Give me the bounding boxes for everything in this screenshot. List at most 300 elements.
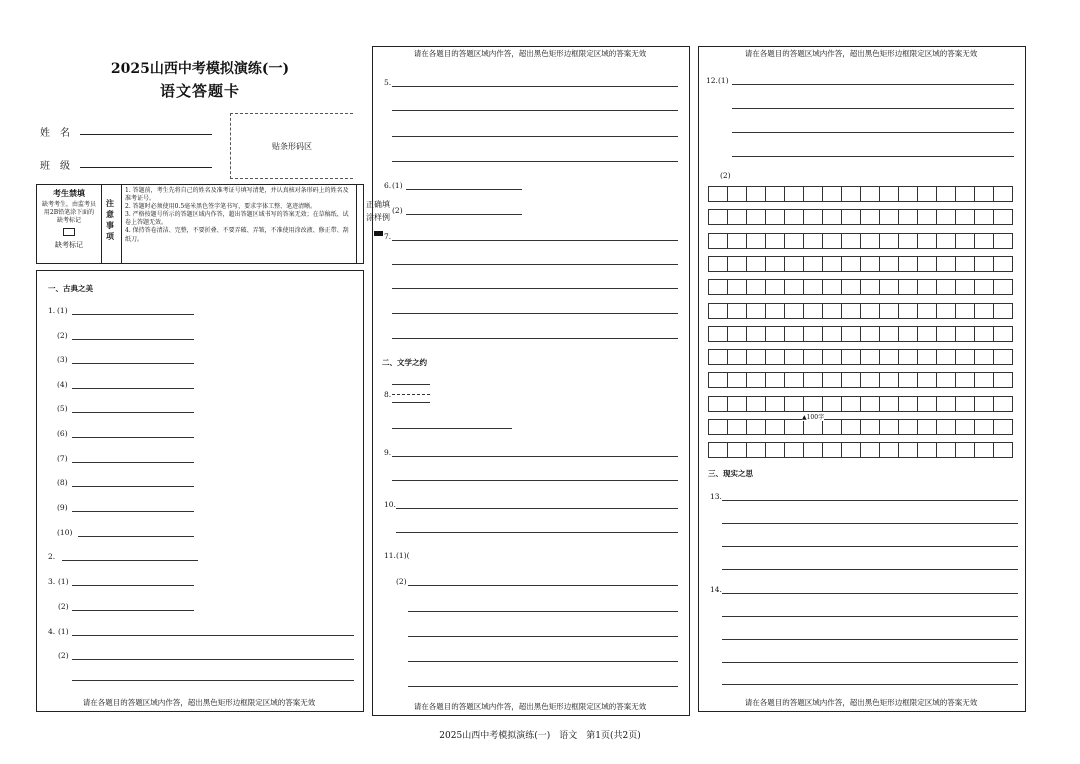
answer-line[interactable] bbox=[408, 661, 678, 662]
grid-cell[interactable] bbox=[936, 419, 956, 435]
grid-cell[interactable] bbox=[746, 419, 766, 435]
grid-cell[interactable] bbox=[803, 209, 823, 225]
grid-cell[interactable] bbox=[974, 326, 994, 342]
grid-cell[interactable] bbox=[708, 233, 728, 249]
grid-cell[interactable] bbox=[898, 372, 918, 388]
answer-line[interactable] bbox=[722, 616, 1018, 617]
grid-cell[interactable] bbox=[936, 303, 956, 319]
grid-cell[interactable] bbox=[860, 419, 880, 435]
grid-cell[interactable] bbox=[841, 396, 861, 412]
answer-line[interactable] bbox=[396, 508, 678, 509]
section-classical: 一、古典之美 bbox=[48, 284, 93, 293]
grid-cell[interactable] bbox=[765, 279, 785, 295]
grid-cell[interactable] bbox=[746, 396, 766, 412]
grid-cell[interactable] bbox=[993, 372, 1013, 388]
grid-cell[interactable] bbox=[784, 279, 804, 295]
grid-cell[interactable] bbox=[746, 349, 766, 365]
answer-line[interactable] bbox=[392, 288, 678, 289]
grid-row bbox=[708, 186, 1012, 202]
grid-cell[interactable] bbox=[822, 372, 842, 388]
answer-line[interactable] bbox=[722, 569, 1018, 570]
grid-cell[interactable] bbox=[708, 372, 728, 388]
q1-sub-9: (9) bbox=[57, 503, 68, 512]
grid-cell[interactable] bbox=[860, 186, 880, 202]
grid-cell[interactable] bbox=[746, 256, 766, 272]
grid-cell[interactable] bbox=[784, 396, 804, 412]
grid-cell[interactable] bbox=[898, 256, 918, 272]
grid-cell[interactable] bbox=[917, 442, 937, 458]
answer-line[interactable] bbox=[392, 428, 512, 429]
grid-cell[interactable] bbox=[708, 186, 728, 202]
grid-cell[interactable] bbox=[841, 303, 861, 319]
answer-line[interactable] bbox=[392, 240, 678, 241]
answer-line[interactable] bbox=[392, 313, 678, 314]
answer-line[interactable] bbox=[62, 560, 198, 561]
section-reality: 三、现实之思 bbox=[708, 469, 753, 478]
grid-cell[interactable] bbox=[727, 209, 747, 225]
grid-cell[interactable] bbox=[993, 419, 1013, 435]
grid-cell[interactable] bbox=[955, 233, 975, 249]
grid-cell[interactable] bbox=[841, 256, 861, 272]
grid-cell[interactable] bbox=[765, 186, 785, 202]
grid-cell[interactable] bbox=[917, 279, 937, 295]
grid-cell[interactable] bbox=[746, 442, 766, 458]
grid-cell[interactable] bbox=[955, 372, 975, 388]
answer-line[interactable] bbox=[732, 132, 1014, 133]
answer-line[interactable] bbox=[396, 532, 678, 533]
answer-line[interactable] bbox=[408, 611, 678, 612]
grid-row bbox=[708, 279, 1012, 295]
grid-cell[interactable] bbox=[974, 186, 994, 202]
grid-cell[interactable] bbox=[936, 372, 956, 388]
grid-cell[interactable] bbox=[822, 186, 842, 202]
grid-cell[interactable] bbox=[955, 186, 975, 202]
grid-cell[interactable] bbox=[803, 349, 823, 365]
grid-cell[interactable] bbox=[708, 349, 728, 365]
grid-cell[interactable] bbox=[917, 233, 937, 249]
grid-cell[interactable] bbox=[727, 256, 747, 272]
grid-cell[interactable] bbox=[822, 349, 842, 365]
grid-cell[interactable] bbox=[784, 186, 804, 202]
grid-cell[interactable] bbox=[993, 233, 1013, 249]
grid-cell[interactable] bbox=[917, 372, 937, 388]
grid-cell[interactable] bbox=[955, 349, 975, 365]
q3-sub-2: (2) bbox=[58, 602, 69, 611]
q12-sub-2: (2) bbox=[720, 171, 731, 180]
grid-cell[interactable] bbox=[936, 349, 956, 365]
grid-cell[interactable] bbox=[784, 303, 804, 319]
grid-cell[interactable] bbox=[803, 303, 823, 319]
grid-cell[interactable] bbox=[936, 186, 956, 202]
answer-line[interactable] bbox=[392, 384, 430, 385]
grid-cell[interactable] bbox=[955, 396, 975, 412]
grid-cell[interactable] bbox=[784, 233, 804, 249]
panel-3-footer: 请在各题目的答题区域内作答，超出黑色矩形边框限定区域的答案无效 bbox=[744, 698, 978, 707]
question-9-number: 9. bbox=[384, 448, 392, 457]
grid-cell[interactable] bbox=[860, 209, 880, 225]
answer-line[interactable] bbox=[72, 585, 194, 586]
grid-cell[interactable] bbox=[860, 303, 880, 319]
grid-cell[interactable] bbox=[822, 279, 842, 295]
grid-cell[interactable] bbox=[708, 326, 728, 342]
answer-line[interactable] bbox=[392, 480, 678, 481]
grid-cell[interactable] bbox=[727, 279, 747, 295]
grid-cell[interactable] bbox=[974, 256, 994, 272]
grid-cell[interactable] bbox=[898, 303, 918, 319]
grid-cell[interactable] bbox=[841, 326, 861, 342]
question-11-number: 11. bbox=[384, 551, 396, 560]
grid-cell[interactable] bbox=[784, 349, 804, 365]
grid-cell[interactable] bbox=[765, 396, 785, 412]
grid-cell[interactable] bbox=[917, 326, 937, 342]
grid-cell[interactable] bbox=[860, 279, 880, 295]
grid-cell[interactable] bbox=[746, 326, 766, 342]
exam-title: 2025山西中考模拟演练(一) bbox=[110, 61, 290, 77]
answer-line[interactable] bbox=[78, 536, 194, 537]
grid-cell[interactable] bbox=[746, 209, 766, 225]
answer-line[interactable] bbox=[72, 659, 354, 660]
grid-cell[interactable] bbox=[727, 349, 747, 365]
grid-cell[interactable] bbox=[879, 303, 899, 319]
answer-line[interactable] bbox=[72, 388, 194, 389]
q12-sub-1: (1) bbox=[718, 76, 729, 85]
grid-cell[interactable] bbox=[727, 419, 747, 435]
q1-sub-6: (6) bbox=[57, 429, 68, 438]
grid-cell[interactable] bbox=[860, 396, 880, 412]
grid-cell[interactable] bbox=[974, 419, 994, 435]
answer-line[interactable] bbox=[392, 136, 678, 137]
grid-cell[interactable] bbox=[765, 442, 785, 458]
grid-cell[interactable] bbox=[803, 279, 823, 295]
grid-cell[interactable] bbox=[974, 233, 994, 249]
answer-line[interactable] bbox=[392, 402, 430, 403]
answer-line[interactable] bbox=[392, 161, 678, 162]
grid-cell[interactable] bbox=[974, 303, 994, 319]
q6-sub-2: (2) bbox=[392, 206, 403, 215]
answer-line[interactable] bbox=[408, 585, 678, 586]
panel-2-footer: 请在各题目的答题区域内作答，超出黑色矩形边框限定区域的答案无效 bbox=[413, 702, 647, 711]
grid-cell[interactable] bbox=[746, 186, 766, 202]
grid-cell[interactable] bbox=[765, 209, 785, 225]
answer-line[interactable] bbox=[392, 394, 430, 395]
grid-cell[interactable] bbox=[822, 256, 842, 272]
grid-cell[interactable] bbox=[746, 372, 766, 388]
grid-cell[interactable] bbox=[784, 372, 804, 388]
grid-row bbox=[708, 233, 1012, 249]
grid-cell[interactable] bbox=[917, 303, 937, 319]
grid-cell[interactable] bbox=[860, 326, 880, 342]
grid-cell[interactable] bbox=[727, 186, 747, 202]
grid-cell[interactable] bbox=[936, 256, 956, 272]
grid-cell[interactable] bbox=[936, 396, 956, 412]
grid-cell[interactable] bbox=[803, 326, 823, 342]
grid-cell[interactable] bbox=[765, 372, 785, 388]
grid-cell[interactable] bbox=[917, 396, 937, 412]
q1-sub-2: (2) bbox=[57, 331, 68, 340]
grid-cell[interactable] bbox=[803, 186, 823, 202]
note-item: 1. 答题前，考生先将自己的姓名及准考证号填写清楚，并认真核对条形码上的姓名及准考证号。 bbox=[125, 187, 349, 203]
grid-cell[interactable] bbox=[993, 442, 1013, 458]
grid-cell[interactable] bbox=[898, 349, 918, 365]
answer-line[interactable] bbox=[72, 363, 194, 364]
grid-cell[interactable] bbox=[917, 419, 937, 435]
grid-row bbox=[708, 303, 1012, 319]
grid-cell[interactable] bbox=[708, 279, 728, 295]
question-5-number: 5. bbox=[384, 78, 392, 87]
answer-line[interactable] bbox=[722, 684, 1018, 685]
answer-line[interactable] bbox=[722, 662, 1018, 663]
grid-row bbox=[708, 372, 1012, 388]
grid-cell[interactable] bbox=[822, 303, 842, 319]
grid-cell[interactable] bbox=[841, 349, 861, 365]
grid-cell[interactable] bbox=[974, 349, 994, 365]
grid-cell[interactable] bbox=[879, 279, 899, 295]
answer-line[interactable] bbox=[732, 108, 1014, 109]
grid-cell[interactable] bbox=[898, 326, 918, 342]
grid-cell[interactable] bbox=[727, 372, 747, 388]
grid-cell[interactable] bbox=[860, 349, 880, 365]
grid-cell[interactable] bbox=[708, 442, 728, 458]
question-2-number: 2. bbox=[48, 552, 56, 561]
grid-cell[interactable] bbox=[993, 279, 1013, 295]
grid-cell[interactable] bbox=[955, 256, 975, 272]
grid-cell[interactable] bbox=[993, 396, 1013, 412]
grid-cell[interactable] bbox=[993, 186, 1013, 202]
q11-sub-1: (1)( bbox=[396, 551, 410, 560]
grid-cell[interactable] bbox=[746, 303, 766, 319]
grid-cell[interactable] bbox=[822, 209, 842, 225]
grid-cell[interactable] bbox=[974, 396, 994, 412]
grid-cell[interactable] bbox=[898, 419, 918, 435]
fill-example-title: 正确填涂样例 bbox=[366, 200, 390, 222]
grid-cell[interactable] bbox=[974, 209, 994, 225]
grid-cell[interactable] bbox=[879, 326, 899, 342]
grid-cell[interactable] bbox=[746, 233, 766, 249]
answer-line[interactable] bbox=[72, 437, 194, 438]
grid-cell[interactable] bbox=[784, 419, 804, 435]
grid-cell[interactable] bbox=[993, 349, 1013, 365]
grid-cell[interactable] bbox=[841, 186, 861, 202]
grid-cell[interactable] bbox=[822, 326, 842, 342]
note-item: 2. 答题时必须使用0.5毫米黑色签字笔书写，要求字体工整、笔迹清晰。 bbox=[125, 203, 317, 211]
answer-line[interactable] bbox=[72, 635, 354, 636]
grid-cell[interactable] bbox=[936, 279, 956, 295]
grid-cell[interactable] bbox=[955, 419, 975, 435]
answer-line[interactable] bbox=[732, 84, 1014, 85]
grid-cell[interactable] bbox=[879, 349, 899, 365]
grid-cell[interactable] bbox=[727, 326, 747, 342]
grid-cell[interactable] bbox=[765, 349, 785, 365]
answer-line[interactable] bbox=[72, 339, 194, 340]
grid-cell[interactable] bbox=[803, 372, 823, 388]
question-1-number: 1. bbox=[48, 306, 56, 315]
grid-cell[interactable] bbox=[708, 303, 728, 319]
grid-cell[interactable] bbox=[936, 233, 956, 249]
grid-cell[interactable] bbox=[898, 279, 918, 295]
q1-sub-10: (10) bbox=[57, 528, 73, 537]
grid-cell[interactable] bbox=[746, 279, 766, 295]
grid-cell[interactable] bbox=[765, 419, 785, 435]
grid-row bbox=[708, 419, 1012, 435]
answer-line[interactable] bbox=[72, 680, 354, 681]
name-field[interactable] bbox=[80, 134, 212, 135]
answer-line[interactable] bbox=[408, 686, 678, 687]
grid-cell[interactable] bbox=[879, 233, 899, 249]
answer-line[interactable] bbox=[72, 610, 194, 611]
grid-cell[interactable] bbox=[936, 209, 956, 225]
absent-mark-label: 缺考标记 bbox=[55, 241, 83, 250]
grid-cell[interactable] bbox=[993, 256, 1013, 272]
answer-line[interactable] bbox=[408, 636, 678, 637]
answer-line[interactable] bbox=[392, 456, 678, 457]
grid-cell[interactable] bbox=[841, 233, 861, 249]
grid-cell[interactable] bbox=[974, 279, 994, 295]
grid-cell[interactable] bbox=[822, 396, 842, 412]
answer-line[interactable] bbox=[72, 511, 194, 512]
grid-cell[interactable] bbox=[955, 279, 975, 295]
grid-cell[interactable] bbox=[784, 326, 804, 342]
answer-line[interactable] bbox=[722, 500, 1018, 501]
notice-box bbox=[36, 184, 390, 264]
grid-cell[interactable] bbox=[784, 209, 804, 225]
grid-cell[interactable] bbox=[936, 442, 956, 458]
grid-cell[interactable] bbox=[993, 209, 1013, 225]
answer-line[interactable] bbox=[72, 314, 194, 315]
name-label: 姓 名 bbox=[40, 128, 70, 139]
answer-line[interactable] bbox=[392, 86, 678, 87]
class-label: 班 级 bbox=[40, 161, 70, 172]
note-item: 4. 保持答卷清洁、完整，不要折叠、不要弄破、弄皱，不准使用涂改液、修正带、刮纸刀。 bbox=[125, 227, 349, 243]
answer-sheet-title: 语文答题卡 bbox=[159, 82, 240, 100]
grid-cell[interactable] bbox=[917, 256, 937, 272]
grid-cell[interactable] bbox=[917, 349, 937, 365]
grid-cell[interactable] bbox=[784, 256, 804, 272]
grid-cell[interactable] bbox=[917, 186, 937, 202]
grid-cell[interactable] bbox=[860, 233, 880, 249]
grid-cell[interactable] bbox=[727, 233, 747, 249]
q4-sub-2: (2) bbox=[58, 651, 69, 660]
barcode-area bbox=[230, 113, 353, 179]
answer-panel-1 bbox=[36, 270, 364, 712]
grid-cell[interactable] bbox=[879, 209, 899, 225]
q1-sub-3: (3) bbox=[57, 355, 68, 364]
grid-cell[interactable] bbox=[822, 419, 842, 435]
answer-line[interactable] bbox=[392, 338, 678, 339]
grid-cell[interactable] bbox=[784, 442, 804, 458]
grid-cell[interactable] bbox=[898, 442, 918, 458]
grid-cell[interactable] bbox=[917, 209, 937, 225]
answer-line[interactable] bbox=[722, 639, 1018, 640]
grid-cell[interactable] bbox=[898, 209, 918, 225]
grid-cell[interactable] bbox=[803, 256, 823, 272]
grid-cell[interactable] bbox=[803, 442, 823, 458]
answer-line[interactable] bbox=[392, 110, 678, 111]
grid-cell[interactable] bbox=[765, 256, 785, 272]
grid-cell[interactable] bbox=[860, 442, 880, 458]
grid-cell[interactable] bbox=[955, 326, 975, 342]
q1-sub-7: (7) bbox=[57, 454, 68, 463]
answer-line[interactable] bbox=[72, 486, 194, 487]
answer-line[interactable] bbox=[406, 214, 522, 215]
grid-row bbox=[708, 256, 1012, 272]
grid-cell[interactable] bbox=[822, 442, 842, 458]
grid-cell[interactable] bbox=[879, 186, 899, 202]
grid-cell[interactable] bbox=[727, 442, 747, 458]
barcode-area-label: 贴条形码区 bbox=[272, 141, 312, 151]
question-7-number: 7. bbox=[384, 232, 392, 241]
grid-cell[interactable] bbox=[860, 256, 880, 272]
grid-cell[interactable] bbox=[955, 303, 975, 319]
answer-line[interactable] bbox=[406, 189, 522, 190]
grid-cell[interactable] bbox=[841, 209, 861, 225]
grid-cell[interactable] bbox=[974, 372, 994, 388]
grid-cell[interactable] bbox=[765, 326, 785, 342]
grid-cell[interactable] bbox=[993, 303, 1013, 319]
grid-cell[interactable] bbox=[898, 186, 918, 202]
grid-cell[interactable] bbox=[841, 419, 861, 435]
grid-cell[interactable] bbox=[955, 442, 975, 458]
grid-cell[interactable] bbox=[803, 396, 823, 412]
panel-3-header: 请在各题目的答题区域内作答，超出黑色矩形边框限定区域的答案无效 bbox=[744, 49, 978, 58]
grid-row bbox=[708, 349, 1012, 365]
answer-line[interactable] bbox=[392, 264, 678, 265]
grid-cell[interactable] bbox=[708, 396, 728, 412]
grid-cell[interactable] bbox=[898, 233, 918, 249]
grid-cell[interactable] bbox=[936, 326, 956, 342]
absent-mark-box[interactable] bbox=[63, 228, 75, 236]
answer-line[interactable] bbox=[72, 462, 194, 463]
q11-sub-2: (2) bbox=[396, 577, 407, 586]
answer-line[interactable] bbox=[722, 593, 1018, 594]
grid-cell[interactable] bbox=[879, 396, 899, 412]
grid-cell[interactable] bbox=[993, 326, 1013, 342]
grid-cell[interactable] bbox=[822, 233, 842, 249]
grid-cell[interactable] bbox=[879, 419, 899, 435]
grid-cell[interactable] bbox=[974, 442, 994, 458]
answer-line[interactable] bbox=[722, 523, 1018, 524]
question-8-number: 8. bbox=[384, 390, 392, 399]
answer-line[interactable] bbox=[732, 156, 1014, 157]
class-field[interactable] bbox=[80, 167, 212, 168]
grid-cell[interactable] bbox=[708, 209, 728, 225]
q6-sub-1: (1) bbox=[392, 181, 403, 190]
grid-cell[interactable] bbox=[879, 372, 899, 388]
grid-cell[interactable] bbox=[765, 233, 785, 249]
notes-title-cell bbox=[101, 185, 122, 263]
grid-cell[interactable] bbox=[860, 372, 880, 388]
grid-cell[interactable] bbox=[708, 419, 728, 435]
grid-cell[interactable] bbox=[841, 372, 861, 388]
question-6-number: 6. bbox=[384, 181, 392, 190]
question-14-number: 14. bbox=[710, 585, 722, 594]
grid-cell[interactable] bbox=[803, 419, 823, 435]
grid-cell[interactable] bbox=[765, 303, 785, 319]
answer-line[interactable] bbox=[722, 546, 1018, 547]
answer-line[interactable] bbox=[72, 412, 194, 413]
grid-cell[interactable] bbox=[879, 442, 899, 458]
q1-sub-4: (4) bbox=[57, 380, 68, 389]
grid-cell[interactable] bbox=[955, 209, 975, 225]
grid-cell[interactable] bbox=[879, 256, 899, 272]
page-footer: 2025山西中考模拟演练(一) 语文 第1页(共2页) bbox=[439, 731, 641, 741]
grid-cell[interactable] bbox=[841, 442, 861, 458]
grid-cell[interactable] bbox=[727, 303, 747, 319]
grid-cell[interactable] bbox=[841, 279, 861, 295]
grid-cell[interactable] bbox=[803, 233, 823, 249]
grid-cell[interactable] bbox=[727, 396, 747, 412]
grid-cell[interactable] bbox=[708, 256, 728, 272]
grid-cell[interactable] bbox=[898, 396, 918, 412]
